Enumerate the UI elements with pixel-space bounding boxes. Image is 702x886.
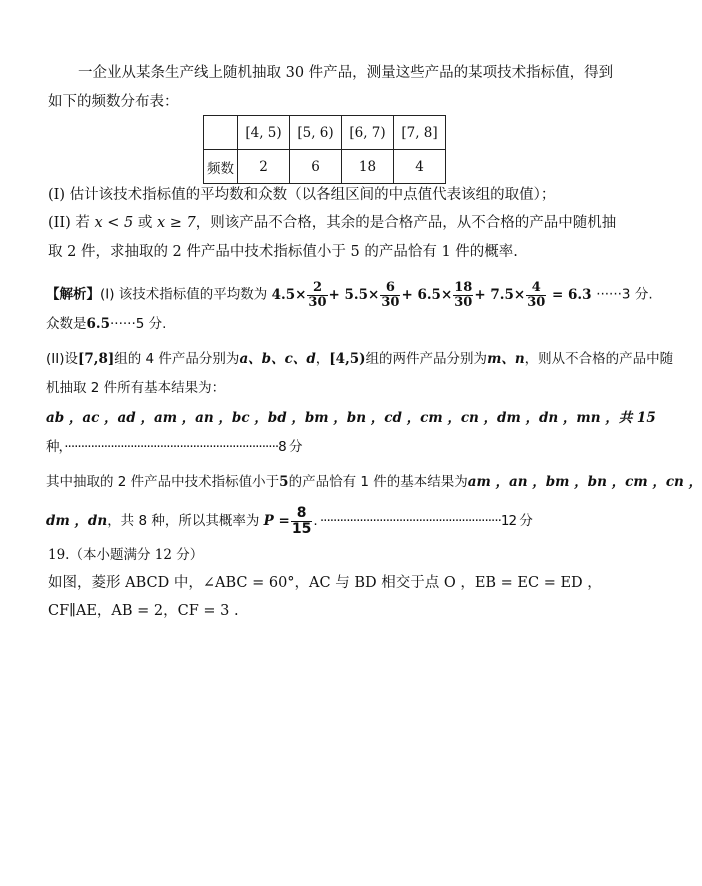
table-header-cell: [4, 5) [238,116,290,150]
interval: [4,5) [329,351,366,367]
frequency-table [203,115,446,184]
text: ， [315,351,330,367]
mean-fraction: $\frac{2}{30}$ [308,280,327,310]
text: 的产品恰有 1 件的基本结果为 [288,474,468,490]
problem-19-line-2: CF∥AE，AB = 2，CF = 3 . [48,603,239,619]
table-cell: 2 [238,150,290,184]
favorable-outcomes: dm ，dn [46,513,108,530]
text: 组的 4 件产品分别为 [114,351,240,367]
part-2-question-line-2: 取 2 件，求抽取的 2 件产品中技术指标值小于 5 的产品恰有 1 件的概率. [48,244,518,260]
text: 其中抽取的 2 件产品中技术指标值小于 [46,474,280,490]
condition-2: x ≥ 7 [157,215,196,231]
problem-19-header: 19.（本小题满分 12 分） [48,547,204,563]
mean-fraction: $\frac{6}{30}$ [381,280,400,310]
interval: [7,8] [78,351,115,367]
problem-19-line-1: 如图，菱形 ABCD 中，∠ABC = 60°，AC 与 BD 相交于点 O ，EB = EC = ED ， [48,575,602,591]
probability-fraction: $\frac{8}{15}$ [291,505,312,537]
table-header-cell: [6, 7) [342,116,394,150]
products: m、n [487,351,525,367]
products: a、b、c、d [239,351,316,367]
or-word: 或 [133,215,157,231]
part-2-rest: ，则该产品不合格，其余的是合格产品，从不合格的产品中随机抽 [195,215,617,231]
condition-1: x < 5 [94,215,134,231]
mean-result: = 6.3 [551,286,592,303]
part-2-solution-line-1 [46,353,673,367]
mean-term-coef: 6.5 [417,286,441,303]
mean-term-coef: 4.5 [271,286,296,303]
part-1-question: (I) 估计该技术指标值的平均数和众数（以各组区间的中点值代表该组的取值）； [48,187,556,203]
mean-score: ······3 分. [596,286,653,303]
outcomes: ab ，ac ，ad ，am ，an ，bc ，bd ，bm ，bn ，cd ，cm ，cn ，dm ，dn ，mn ，共 15 [46,410,656,426]
probability-symbol: P = [263,513,290,530]
table-row-label: 频数 [204,150,238,184]
favorable-outcomes: am ，an ，bm ，bn ，cm ，cn ， [467,474,702,490]
table-header-cell: [7, 8] [394,116,446,150]
table-cell: 4 [394,150,446,184]
mean-intro: (I) 该技术指标值的平均数为 [100,286,268,303]
table-row [204,150,446,184]
table-header-row [204,116,446,150]
mean-term-coef: 5.5 [344,286,369,303]
solution-label: 【解析】 [46,286,100,303]
text: ，则从不合格的产品中随 [524,351,674,367]
favorable-line-2 [46,506,532,536]
text: 组的两件产品分别为 [365,351,488,367]
mean-term-coef: 7.5 [490,286,514,303]
part-2-solution-line-2: 机抽取 2 件所有基本结果为： [46,380,226,396]
outcomes-list [46,412,656,426]
mode-line [46,318,166,332]
outcomes-total: 种，·································································8 分 [46,439,302,455]
favorable-line-1 [46,476,702,490]
table-corner-cell [204,116,238,150]
mode-value: 6.5 [86,316,110,332]
text: (II)设 [46,351,78,367]
value: 5 [279,474,289,490]
table-header-cell: [5, 6) [290,116,342,150]
text: ，共 8 种，所以其概率为 [107,513,260,530]
mean-fraction: $\frac{4}{30}$ [527,280,546,310]
mode-intro: 众数是 [46,316,87,332]
table-cell: 18 [342,150,394,184]
table-cell: 6 [290,150,342,184]
part-2-question-line-1 [48,216,616,231]
solution-mean-line [46,281,653,309]
part-2-prefix: (II) 若 [48,215,95,231]
mean-fraction: $\frac{18}{30}$ [454,280,473,310]
intro-line-2: 如下的频数分布表： [48,94,179,110]
intro-line-1: 一企业从某条生产线上随机抽取 30 件产品，测量这些产品的某项技术指标值，得到 [78,65,614,81]
mode-score: ······5 分. [110,316,167,332]
mean-expression: 4.5× $\frac{2}{30}$ + 5.5× $\frac{6}{30}$ + 6.5× $\frac{18}{30}$ + 7.5× $\frac{4}{30}$ = 6.3 [271,280,592,310]
probability-score: . ·······················································12 分 [313,513,532,530]
